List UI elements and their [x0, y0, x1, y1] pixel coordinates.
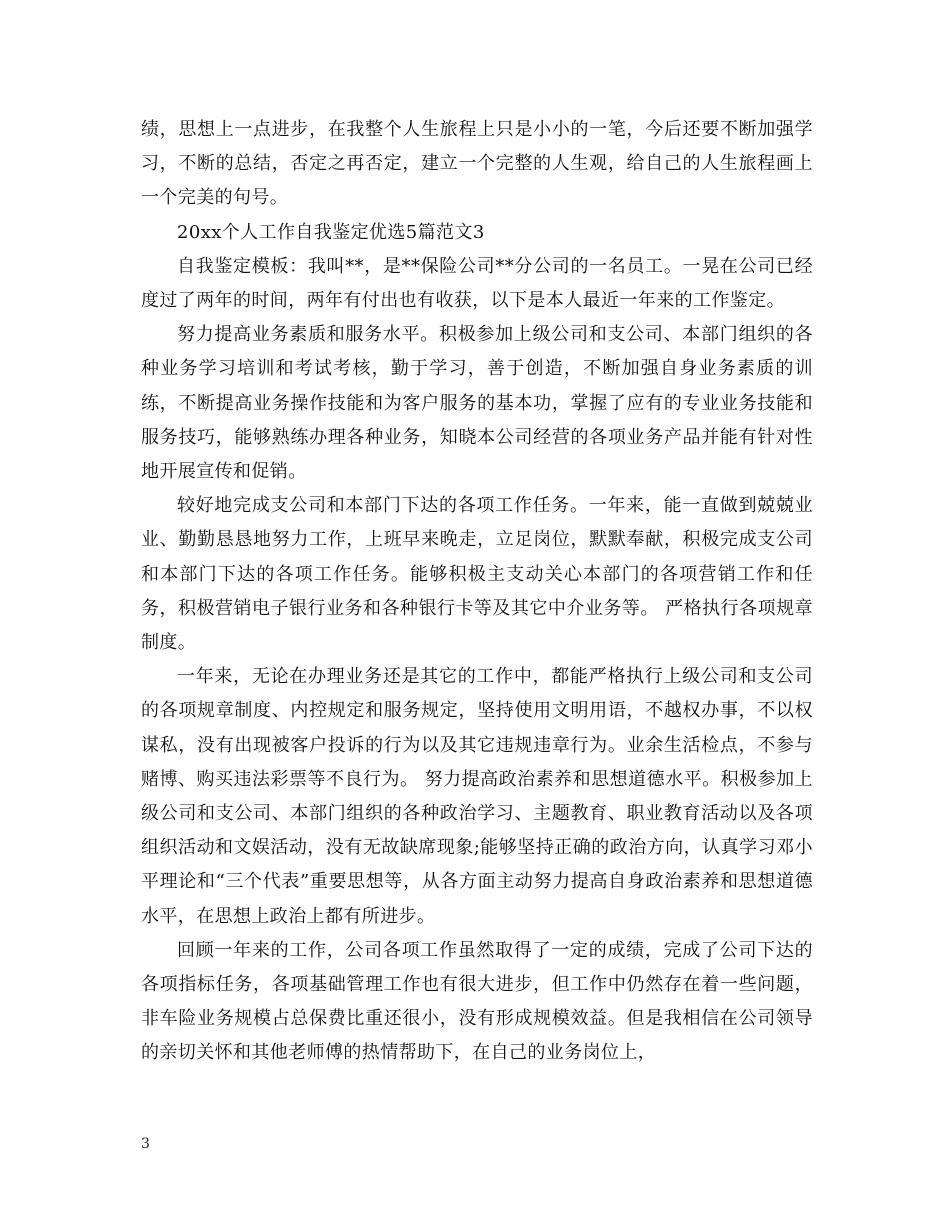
paragraph-rules-compliance: 一年来，无论在办理业务还是其它的工作中，都能严格执行上级公司和支公司的各项规章制度、内控规定和服务规定，坚持使用文明用语，不越权办事，不以权谋私，没有出现被客户投诉的行为以及其它违规违章行为。业余生活检点，不参与赌博、购买违法彩票等不良行为。 努力提高政治素养和思想道德水平。积极参加上级公司和支公司、本部门组织的各种政治学习、主题教育、职业教育活动以及各项组织活动和文娱活动，没有无故缺席现象;能够坚持正确的政治方向，认真学习邓小平理论和“三个代表”重要思想等，从各方面主动努力提高自身政治素养和思想道德水平，在思想上政治上都有所进步。	[141, 666, 813, 927]
paragraph-review: 回顾一年来的工作，公司各项工作虽然取得了一定的成绩，完成了公司下达的各项指标任务，各项基础管理工作也有很大进步，但工作中仍然存在着一些问题，非车险业务规模占总保费比重还很小，没有形成规模效益。但是我相信在公司领导的亲切关怀和其他老师傅的热情帮助下，在自己的业务岗位上，	[141, 939, 813, 1064]
section-heading: 20xx个人工作自我鉴定优选5篇范文3	[177, 221, 485, 243]
paragraph-intro: 自我鉴定模板：我叫**，是**保险公司**分公司的一名员工。一晃在公司已经度过了两年的时间，两年有付出也有收获，以下是本人最近一年来的工作鉴定。	[141, 255, 813, 312]
document-body	[141, 113, 813, 1071]
paragraph-continuation: 绩，思想上一点进步，在我整个人生旅程上只是小小的一笔，今后还要不断加强学习，不断的总结，否定之再否定，建立一个完整的人生观，给自己的人生旅程画上一个完美的句号。	[141, 119, 813, 209]
paragraph-task-completion: 较好地完成支公司和本部门下达的各项工作任务。一年来，能一直做到兢兢业业、勤勤恳恳地努力工作，上班早来晚走，立足岗位，默默奉献，积极完成支公司和本部门下达的各项工作任务。能够积极主支动关心本部门的各项营销工作和任务，积极营销电子银行业务和各种银行卡等及其它中介业务等。 严格执行各项规章制度。	[141, 495, 813, 654]
page-number: 3	[141, 1136, 150, 1152]
paragraph-business-quality: 努力提高业务素质和服务水平。积极参加上级公司和支公司、本部门组织的各种业务学习培训和考试考核，勤于学习，善于创造，不断加强自身业务素质的训练，不断提高业务操作技能和为客户服务的基本功，掌握了应有的专业业务技能和服务技巧，能够熟练办理各种业务，知晓本公司经营的各项业务产品并能有针对性地开展宣传和促销。	[141, 324, 813, 483]
